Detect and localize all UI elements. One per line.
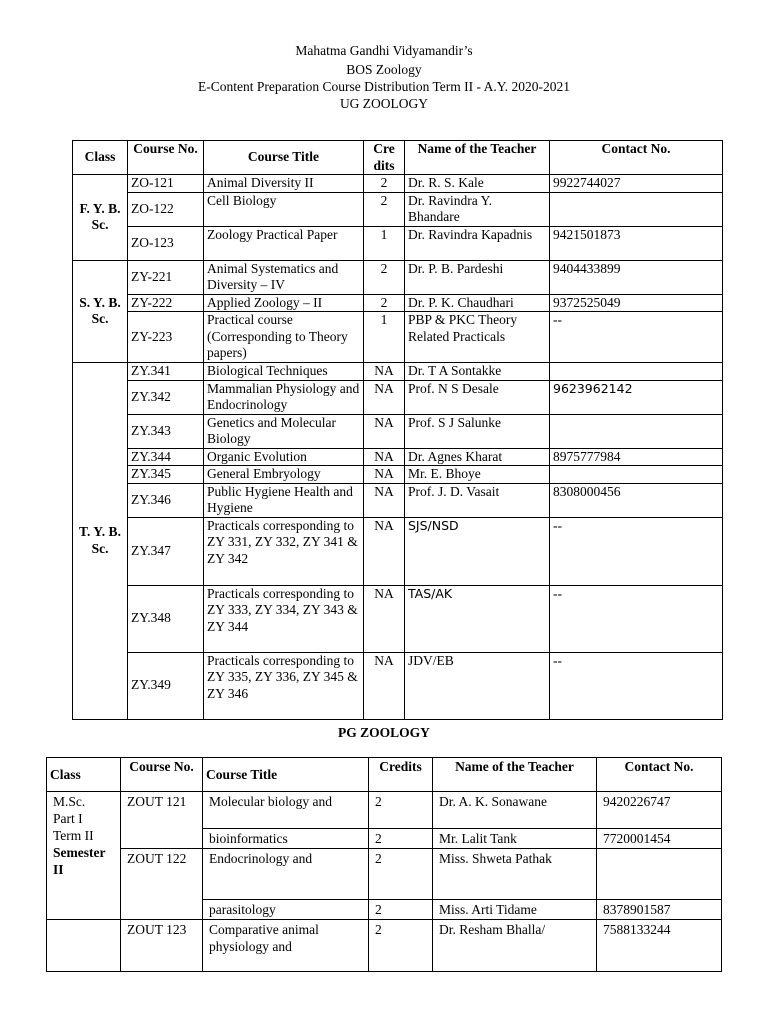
course-no-cell: ZY.341 — [128, 363, 204, 381]
course-no-cell: ZO-121 — [128, 175, 204, 193]
credits-cell: 2 — [364, 260, 405, 294]
pg-table-body — [47, 792, 722, 972]
contact-cell: 9404433899 — [550, 260, 723, 294]
class-line: M.Sc. — [53, 794, 86, 809]
header-teacher: Name of the Teacher — [405, 141, 550, 175]
credits-cell: 2 — [369, 900, 433, 920]
course-title-cell: Animal Diversity II — [204, 175, 364, 193]
course-no-cell: ZO-123 — [128, 226, 204, 260]
table-row — [73, 226, 723, 260]
table-row — [73, 192, 723, 226]
course-title-cell: Mammalian Physiology and Endocrinology — [204, 380, 364, 414]
teacher-cell: Dr. R. S. Kale — [405, 175, 550, 193]
table-row — [73, 466, 723, 484]
contact-cell: 7720001454 — [597, 829, 722, 849]
pg-section-title: PG ZOOLOGY — [338, 725, 430, 740]
teacher-cell: TAS/AK — [405, 585, 550, 652]
credits-cell: 2 — [369, 829, 433, 849]
teacher-cell: JDV/EB — [405, 652, 550, 719]
table-row — [73, 448, 723, 466]
class-cell: F. Y. B. Sc. — [73, 175, 128, 261]
header-class: Class — [73, 141, 128, 175]
pg-header-credits: Credits — [369, 758, 433, 792]
table-row — [73, 294, 723, 312]
class-line: Term II — [53, 828, 94, 843]
credits-cell: NA — [364, 585, 405, 652]
pg-header-contact: Contact No. — [597, 758, 722, 792]
header-course-title: Course Title — [204, 141, 364, 175]
teacher-cell: Prof. N S Desale — [405, 380, 550, 414]
institution-name: Mahatma Gandhi Vidyamandir’s — [295, 43, 473, 58]
course-title-cell: Animal Systematics and Diversity – IV — [204, 260, 364, 294]
course-title-cell: General Embryology — [204, 466, 364, 484]
contact-cell: -- — [550, 652, 723, 719]
teacher-cell: Prof. S J Salunke — [405, 414, 550, 448]
credits-cell: NA — [364, 483, 405, 517]
pg-header-course-title: Course Title — [203, 758, 369, 792]
course-no-cell: ZY-221 — [128, 260, 204, 294]
course-title-cell: Organic Evolution — [204, 448, 364, 466]
class-cell: S. Y. B. Sc. — [73, 260, 128, 363]
contact-cell — [550, 466, 723, 484]
class-line: Part I — [53, 811, 83, 826]
course-no-cell: ZOUT 123 — [121, 920, 203, 972]
course-title-cell: Comparative animal physiology and — [203, 920, 369, 972]
teacher-cell: SJS/NSD — [405, 517, 550, 585]
class-cell: T. Y. B. Sc. — [73, 363, 128, 720]
course-no-cell: ZY.346 — [128, 483, 204, 517]
course-no-cell: ZY.347 — [128, 517, 204, 585]
contact-cell — [597, 849, 722, 900]
teacher-cell: Dr. Agnes Kharat — [405, 448, 550, 466]
credits-cell: NA — [364, 380, 405, 414]
credits-cell: 1 — [364, 226, 405, 260]
class-line: II — [53, 862, 64, 877]
table-row — [73, 363, 723, 381]
ug-table-body — [73, 175, 723, 720]
teacher-cell: Miss. Arti Tidame — [433, 900, 597, 920]
table-row — [47, 920, 722, 972]
course-title-cell: Public Hygiene Health and Hygiene — [204, 483, 364, 517]
course-title-cell: Practical course (Corresponding to Theory papers) — [204, 312, 364, 363]
teacher-cell: Dr. P. B. Pardeshi — [405, 260, 550, 294]
ug-section-title: UG ZOOLOGY — [339, 96, 429, 111]
contact-cell: -- — [550, 312, 723, 363]
course-title-cell: Molecular biology and — [203, 792, 369, 829]
course-no-cell: ZY-223 — [128, 312, 204, 363]
teacher-cell: Dr. Ravindra Y. Bhandare — [405, 192, 550, 226]
credits-cell: NA — [364, 448, 405, 466]
course-no-cell: ZOUT 122 — [121, 849, 203, 920]
course-no-cell: ZY-222 — [128, 294, 204, 312]
contact-cell: 9421501873 — [550, 226, 723, 260]
course-no-cell: ZY.345 — [128, 466, 204, 484]
contact-cell: 8308000456 — [550, 483, 723, 517]
contact-cell: 7588133244 — [597, 920, 722, 972]
contact-cell: -- — [550, 517, 723, 585]
teacher-cell: Dr. A. K. Sonawane — [433, 792, 597, 829]
course-title-cell: bioinformatics — [203, 829, 369, 849]
course-title-cell: Practicals corresponding to ZY 335, ZY 336, ZY 345 & ZY 346 — [204, 652, 364, 719]
ug-course-table — [72, 140, 723, 720]
course-no-cell: ZOUT 121 — [121, 792, 203, 849]
credits-cell: 2 — [364, 294, 405, 312]
credits-cell: NA — [364, 414, 405, 448]
course-title-cell: Applied Zoology – II — [204, 294, 364, 312]
course-title-cell: Practicals corresponding to ZY 331, ZY 332, ZY 341 & ZY 342 — [204, 517, 364, 585]
course-title-cell: parasitology — [203, 900, 369, 920]
course-no-cell: ZY.344 — [128, 448, 204, 466]
contact-cell: 9372525049 — [550, 294, 723, 312]
table-row — [47, 849, 722, 900]
credits-cell: 2 — [369, 849, 433, 900]
teacher-cell: Dr. Ravindra Kapadnis — [405, 226, 550, 260]
table-row — [73, 380, 723, 414]
class-line: Semester — [53, 845, 106, 860]
pg-header-teacher: Name of the Teacher — [433, 758, 597, 792]
contact-cell — [550, 363, 723, 381]
document-title: E-Content Preparation Course Distribution Term II - A.Y. 2020-2021 — [197, 79, 570, 94]
teacher-cell: Miss. Shweta Pathak — [433, 849, 597, 900]
pg-course-table — [46, 757, 722, 972]
course-title-cell: Endocrinology and — [203, 849, 369, 900]
course-no-cell: ZY.349 — [128, 652, 204, 719]
contact-cell — [550, 414, 723, 448]
credits-cell: NA — [364, 466, 405, 484]
table-row — [73, 312, 723, 363]
credits-cell: 1 — [364, 312, 405, 363]
contact-cell: 9922744027 — [550, 175, 723, 193]
course-title-cell: Zoology Practical Paper — [204, 226, 364, 260]
teacher-cell: Mr. E. Bhoye — [405, 466, 550, 484]
teacher-cell: Dr. Resham Bhalla/ — [433, 920, 597, 972]
credits-cell: NA — [364, 363, 405, 381]
contact-cell: 9420226747 — [597, 792, 722, 829]
teacher-cell: Dr. T A Sontakke — [405, 363, 550, 381]
class-cell — [47, 792, 121, 920]
table-row — [73, 414, 723, 448]
class-cell-empty — [47, 920, 121, 972]
course-no-cell: ZY.348 — [128, 585, 204, 652]
contact-cell: 8975777984 — [550, 448, 723, 466]
contact-cell: 8378901587 — [597, 900, 722, 920]
course-no-cell: ZY.342 — [128, 380, 204, 414]
header-credits: Cre dits — [364, 141, 405, 175]
course-title-cell: Biological Techniques — [204, 363, 364, 381]
course-title-cell: Genetics and Molecular Biology — [204, 414, 364, 448]
credits-cell: 2 — [369, 920, 433, 972]
header-contact: Contact No. — [550, 141, 723, 175]
teacher-cell: PBP & PKC Theory Related Practicals — [405, 312, 550, 363]
pg-header-class: Class — [47, 758, 121, 792]
teacher-cell: Dr. P. K. Chaudhari — [405, 294, 550, 312]
contact-cell — [550, 192, 723, 226]
contact-cell: -- — [550, 585, 723, 652]
course-title-cell: Cell Biology — [204, 192, 364, 226]
table-row — [47, 792, 722, 829]
table-row — [73, 652, 723, 719]
credits-cell: NA — [364, 517, 405, 585]
table-row — [73, 175, 723, 193]
contact-cell: 9623962142 — [550, 380, 723, 414]
pg-header-course-no: Course No. — [121, 758, 203, 792]
table-row — [73, 483, 723, 517]
course-no-cell: ZY.343 — [128, 414, 204, 448]
board-name: BOS Zoology — [346, 62, 422, 77]
teacher-cell: Prof. J. D. Vasait — [405, 483, 550, 517]
header-course-no: Course No. — [128, 141, 204, 175]
credits-cell: 2 — [364, 175, 405, 193]
table-row — [73, 585, 723, 652]
table-row — [73, 517, 723, 585]
credits-cell: NA — [364, 652, 405, 719]
course-title-cell: Practicals corresponding to ZY 333, ZY 334, ZY 343 & ZY 344 — [204, 585, 364, 652]
table-row — [73, 260, 723, 294]
credits-cell: 2 — [364, 192, 405, 226]
course-no-cell: ZO-122 — [128, 192, 204, 226]
credits-cell: 2 — [369, 792, 433, 829]
teacher-cell: Mr. Lalit Tank — [433, 829, 597, 849]
